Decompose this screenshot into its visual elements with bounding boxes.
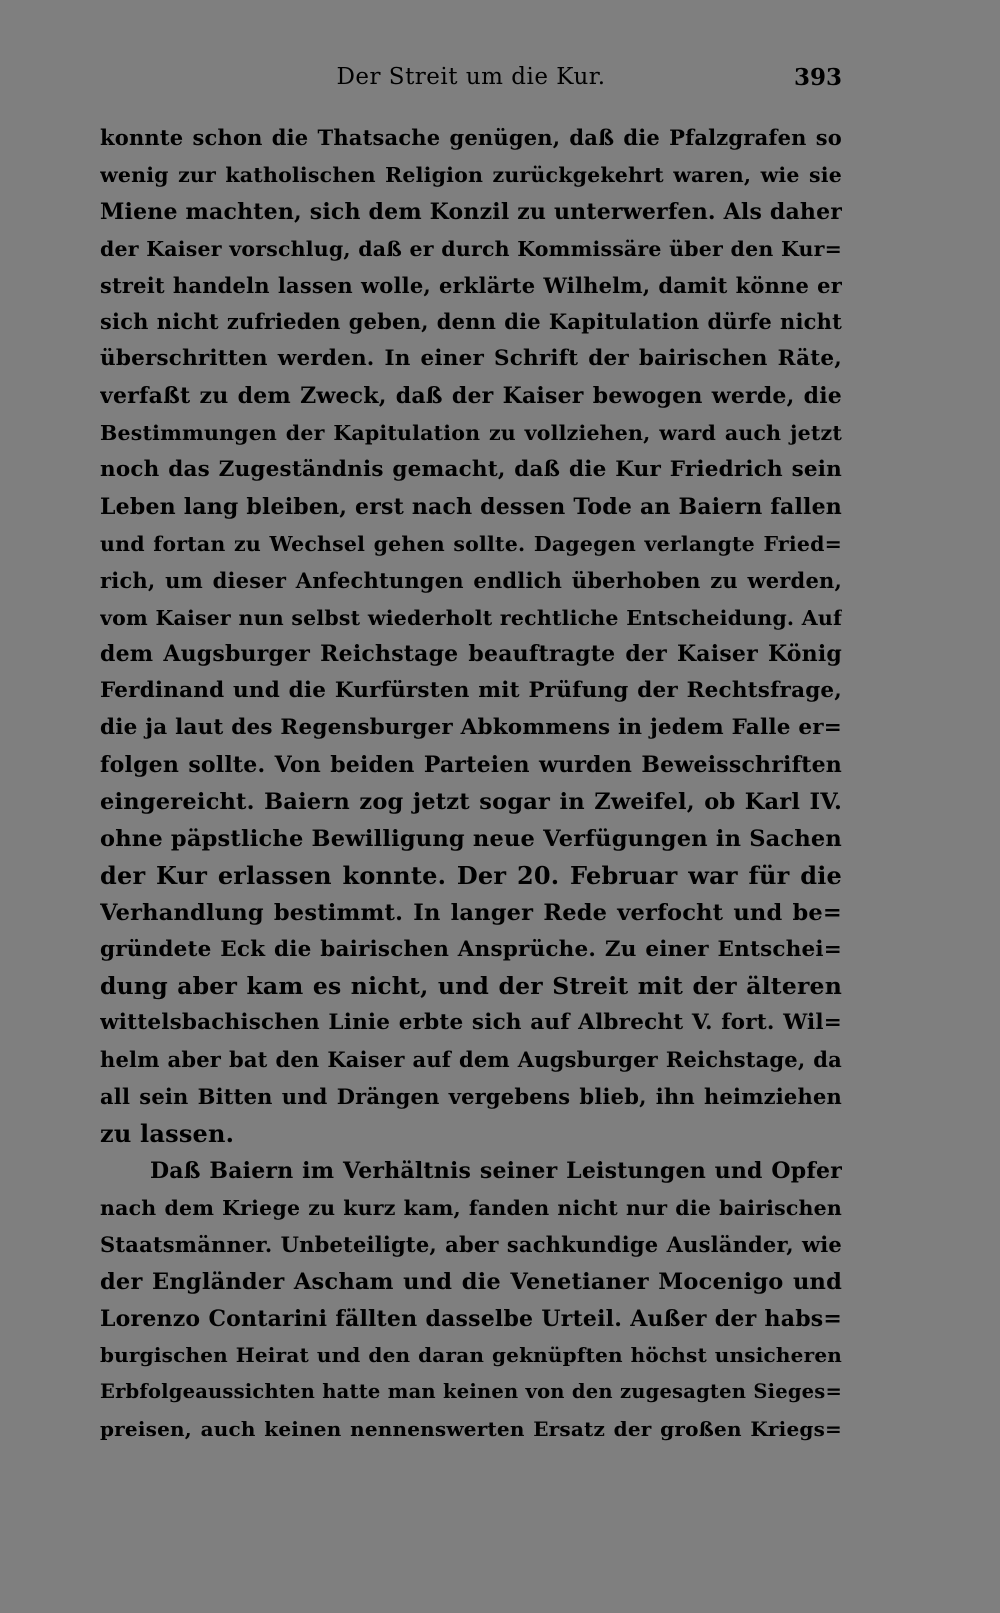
text-line: sich nicht zufrieden geben, denn die Kapitulation dürfe nicht: [100, 309, 842, 335]
text-line: die ja laut des Regensburger Abkommens in jedem Falle er=: [100, 715, 842, 741]
text-line: überschritten werden. In einer Schrift der bairischen Räte,: [100, 346, 842, 372]
text-line: zu lassen.: [100, 1119, 235, 1149]
text-line: verfaßt zu dem Zweck, daß der Kaiser bewogen werde, die: [100, 383, 842, 410]
text-line: wittelsbachischen Linie erbte sich auf Albrecht V. fort. Wil=: [100, 1010, 842, 1036]
text-line: dung aber kam es nicht, und der Streit mit der älteren: [100, 972, 842, 1001]
page-number: 393: [793, 64, 842, 91]
text-line: preisen, auch keinen nennenswerten Ersatz der großen Kriegs=: [100, 1417, 842, 1442]
text-line: der Engländer Ascham und die Venetianer Mocenigo und: [100, 1268, 842, 1295]
text-line: Daß Baiern im Verhältnis seiner Leistungen und Opfer: [150, 1157, 842, 1184]
body-text: [100, 120, 842, 1448]
text-line: noch das Zugeständnis gemacht, daß die Kur Friedrich sein: [100, 457, 842, 483]
running-title: Der Streit um die Kur.: [336, 64, 606, 90]
text-line: burgischen Heirat und den daran geknüpften höchst unsicheren: [100, 1343, 842, 1368]
text-line: konnte schon die Thatsache genügen, daß die Pfalzgrafen so: [100, 125, 842, 150]
text-line: Lorenzo Contarini fällten dasselbe Urteil. Außer der habs=: [100, 1305, 842, 1332]
text-line: ohne päpstliche Bewilligung neue Verfügungen in Sachen: [100, 825, 842, 852]
text-line: der Kur erlassen konnte. Der 20. Februar war für die: [100, 860, 842, 890]
text-line: folgen sollte. Von beiden Parteien wurden Beweisschriften: [100, 752, 842, 779]
text-line: eingereicht. Baiern zog jetzt sogar in Zweifel, ob Karl IV.: [100, 789, 842, 816]
text-line: rich, um dieser Anfechtungen endlich überhoben zu werden,: [100, 567, 842, 593]
text-line: der Kaiser vorschlug, daß er durch Kommissäre über den Kur=: [100, 236, 842, 261]
running-head: [100, 64, 842, 100]
text-line: nach dem Kriege zu kurz kam, fanden nicht nur die bairischen: [100, 1195, 842, 1220]
text-line: Staatsmänner. Unbeteiligte, aber sachkundige Ausländer, wie: [100, 1231, 842, 1257]
text-line: Erbfolgeaussichten hatte man keinen von den zugesagten Sieges=: [100, 1380, 842, 1404]
text-line: dem Augsburger Reichstage beauftragte der Kaiser König: [100, 641, 842, 668]
text-line: Ferdinand und die Kurfürsten mit Prüfung der Rechtsfrage,: [100, 678, 842, 704]
text-line: wenig zur katholischen Religion zurückgekehrt waren, wie sie: [100, 162, 842, 187]
text-line: all sein Bitten und Drängen vergebens blieb, ihn heimziehen: [100, 1084, 842, 1110]
paragraph: [100, 120, 842, 1153]
text-line: helm aber bat den Kaiser auf dem Augsburger Reichstage, da: [100, 1047, 842, 1073]
text-line: Verhandlung bestimmt. In langer Rede verfocht und be=: [100, 899, 842, 926]
text-line: Bestimmungen der Kapitulation zu vollziehen, ward auch jetzt: [100, 421, 842, 446]
text-line: streit handeln lassen wolle, erklärte Wilhelm, damit könne er: [100, 272, 842, 298]
text-line: Leben lang bleiben, erst nach dessen Tode an Baiern fallen: [100, 493, 842, 520]
text-line: Miene machten, sich dem Konzil zu unterwerfen. Als daher: [100, 198, 842, 225]
text-line: gründete Eck die bairischen Ansprüche. Zu einer Entschei=: [100, 936, 842, 962]
text-line: vom Kaiser nun selbst wiederholt rechtliche Entscheidung. Auf: [100, 605, 842, 630]
text-line: und fortan zu Wechsel gehen sollte. Dagegen verlangte Fried=: [100, 531, 842, 556]
paragraph: [100, 1153, 842, 1448]
